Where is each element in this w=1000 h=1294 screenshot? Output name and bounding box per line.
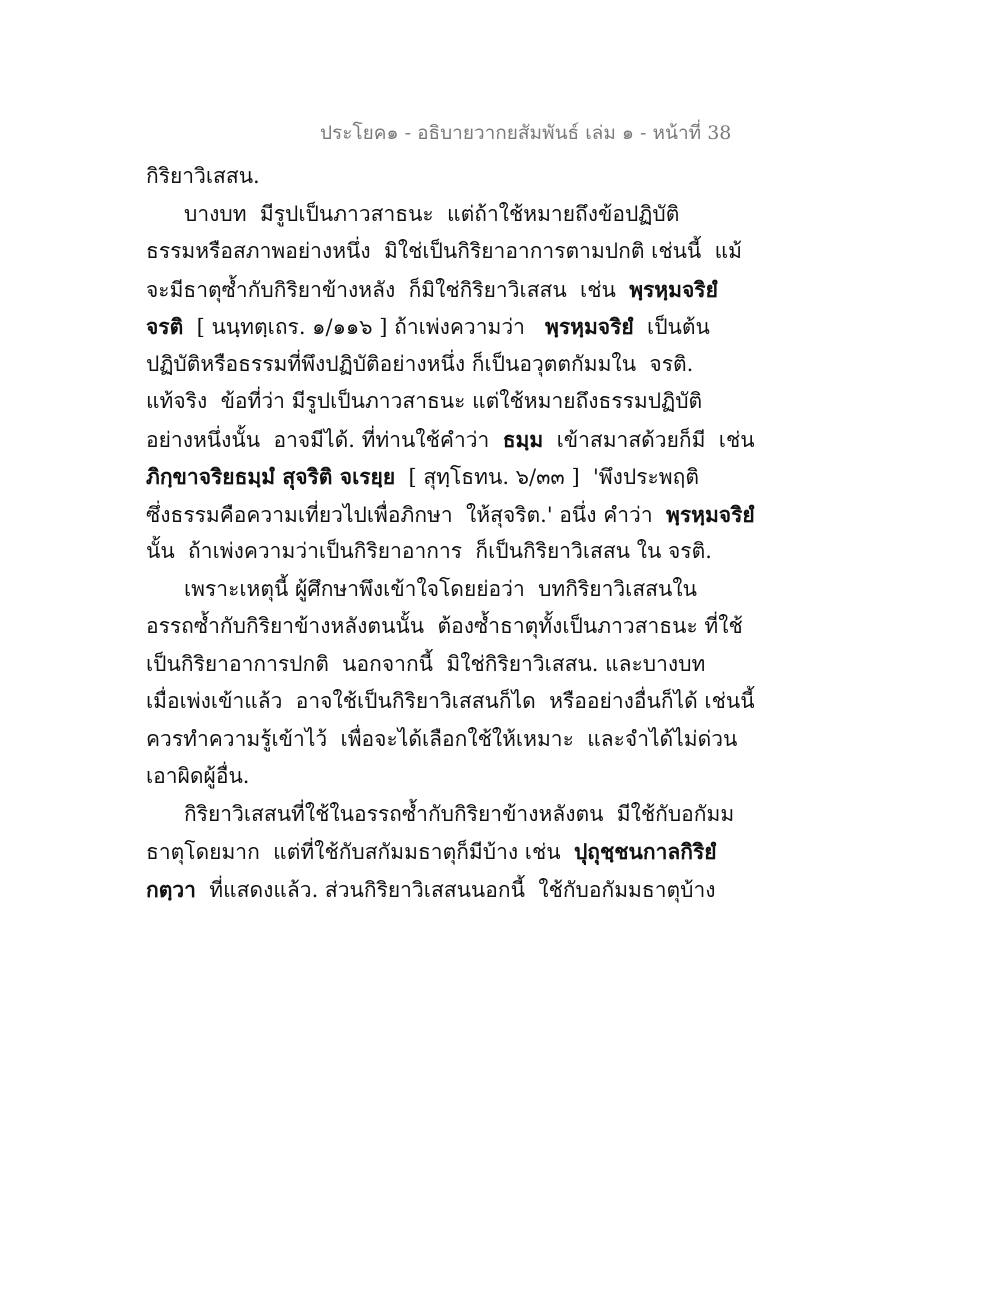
text-segment: เพราะเหตุนี้ ผู้ศึกษาพึงเข้าใจโดยย่อว่า บทกิริยาวิเสสนใน bbox=[184, 576, 697, 601]
text-segment: [ สุทฺโธทน. ๖/๓๓ ] 'พึงประพฤติ bbox=[395, 465, 699, 489]
text-line bbox=[146, 496, 755, 534]
text-segment: บางบท มีรูปเป็นภาวสาธนะ แต่ถ้าใช้หมายถึงข้อปฏิบัติ bbox=[184, 201, 680, 226]
bold-pali-term: ภิกฺขาจริยธมฺมํ สุจริติ จเรยฺย bbox=[146, 464, 396, 489]
text-segment: กิริยาวิเสสน. bbox=[146, 164, 260, 188]
text-line bbox=[146, 758, 686, 796]
text-segment: แท้จริง ข้อที่ว่า มีรูปเป็นภาวสาธนะ แต่ใช้หมายถึงธรรมปฏิบัติ bbox=[146, 389, 703, 413]
bold-pali-term: พฺรหฺมจริยํ bbox=[544, 314, 634, 339]
text-line bbox=[146, 796, 735, 834]
text-line bbox=[146, 421, 755, 459]
text-line bbox=[146, 346, 694, 384]
text-line bbox=[146, 871, 716, 909]
text-segment: จะมีธาตุซ้ำกับกิริยาข้างหลัง ก็มิใช่กิริยาวิเสสน เช่น bbox=[146, 277, 630, 302]
text-segment: ซึ่งธรรมคือความเที่ยวไปเพื่อภิกษา ให้สุจริต.' อนึ่ง คำว่า bbox=[146, 502, 666, 527]
text-segment: อย่างหนึ่งนั้น อาจมีได้. ที่ท่านใช้คำว่า bbox=[146, 427, 503, 452]
text-line bbox=[146, 571, 697, 609]
text-segment: อรรถซ้ำกับกิริยาข้างหลังตนนั้น ต้องซ้ำธาตุทั้งเป็นภาวสาธนะ ที่ใช้ bbox=[146, 614, 743, 638]
text-segment: เมื่อเพ่งเข้าแล้ว อาจใช้เป็นกิริยาวิเสสนก็ได หรืออย่างอื่นก็ได้ เช่นนี้ bbox=[146, 689, 755, 713]
text-segment: [ นนฺทตฺเถร. ๑/๑๑๖ ] ถ้าเพ่งความว่า bbox=[183, 315, 545, 339]
text-segment: เป็นต้น bbox=[633, 315, 710, 339]
text-line bbox=[146, 608, 743, 646]
text-segment: ธาตุโดยมาก แต่ที่ใช้กับสกัมมธาตุก็มีบ้าง เช่น bbox=[146, 840, 574, 864]
body-text bbox=[146, 158, 755, 908]
text-line bbox=[146, 308, 710, 346]
text-line bbox=[146, 383, 703, 421]
text-line bbox=[146, 533, 712, 571]
bold-pali-term: จรติ bbox=[146, 314, 184, 339]
text-line bbox=[146, 721, 738, 759]
text-line bbox=[146, 158, 686, 196]
text-line bbox=[146, 833, 717, 871]
text-line bbox=[146, 271, 718, 309]
bold-pali-term: พฺรหฺมจริยํ bbox=[665, 501, 755, 527]
text-segment: ธรรมหรือสภาพอย่างหนึ่ง มิใช่เป็นกิริยาอาการตามปกติ เช่นนี้ แม้ bbox=[146, 239, 743, 263]
text-line bbox=[146, 646, 706, 684]
text-segment: ปฏิบัติหรือธรรมที่พึงปฏิบัติอย่างหนึ่ง ก็เป็นอวุตตกัมมใน จรติ. bbox=[146, 351, 694, 376]
text-line bbox=[146, 683, 755, 721]
text-line bbox=[146, 233, 743, 271]
text-segment: ควรทำความรู้เข้าไว้ เพื่อจะได้เลือกใช้ให้เหมาะ และจำได้ไม่ด่วน bbox=[146, 726, 738, 751]
bold-pali-term: ธมฺม bbox=[502, 426, 544, 452]
text-line bbox=[146, 196, 686, 234]
text-segment: เป็นกิริยาอาการปกติ นอกจากนี้ มิใช่กิริยาวิเสสน. และบางบท bbox=[146, 651, 706, 676]
bold-pali-term: ปุถุชฺชนกาลกิริยํ bbox=[573, 839, 717, 864]
text-segment: ที่แสดงแล้ว. ส่วนกิริยาวิเสสนนอกนี้ ใช้กับอกัมมธาตุบ้าง bbox=[195, 877, 716, 902]
text-segment: เข้าสมาสด้วยก็มี เช่น bbox=[543, 427, 755, 452]
text-segment: นั้น ถ้าเพ่งความว่าเป็นกิริยาอาการ ก็เป็นกิริยาวิเสสน ใน จรติ. bbox=[146, 539, 712, 563]
text-line bbox=[146, 458, 699, 496]
running-header: ประโยค๑ - อธิบายวากยสัมพันธ์ เล่ม ๑ - หน้าที่ 38 bbox=[320, 122, 732, 144]
text-segment: เอาผิดผู้อื่น. bbox=[146, 764, 250, 788]
text-segment: กิริยาวิเสสนที่ใช้ในอรรถซ้ำกับกิริยาข้างหลังตน มีใช้กับอกัมม bbox=[184, 801, 735, 826]
bold-pali-term: กตฺวา bbox=[146, 876, 196, 902]
bold-pali-term: พฺรหฺมจริยํ bbox=[629, 276, 718, 302]
